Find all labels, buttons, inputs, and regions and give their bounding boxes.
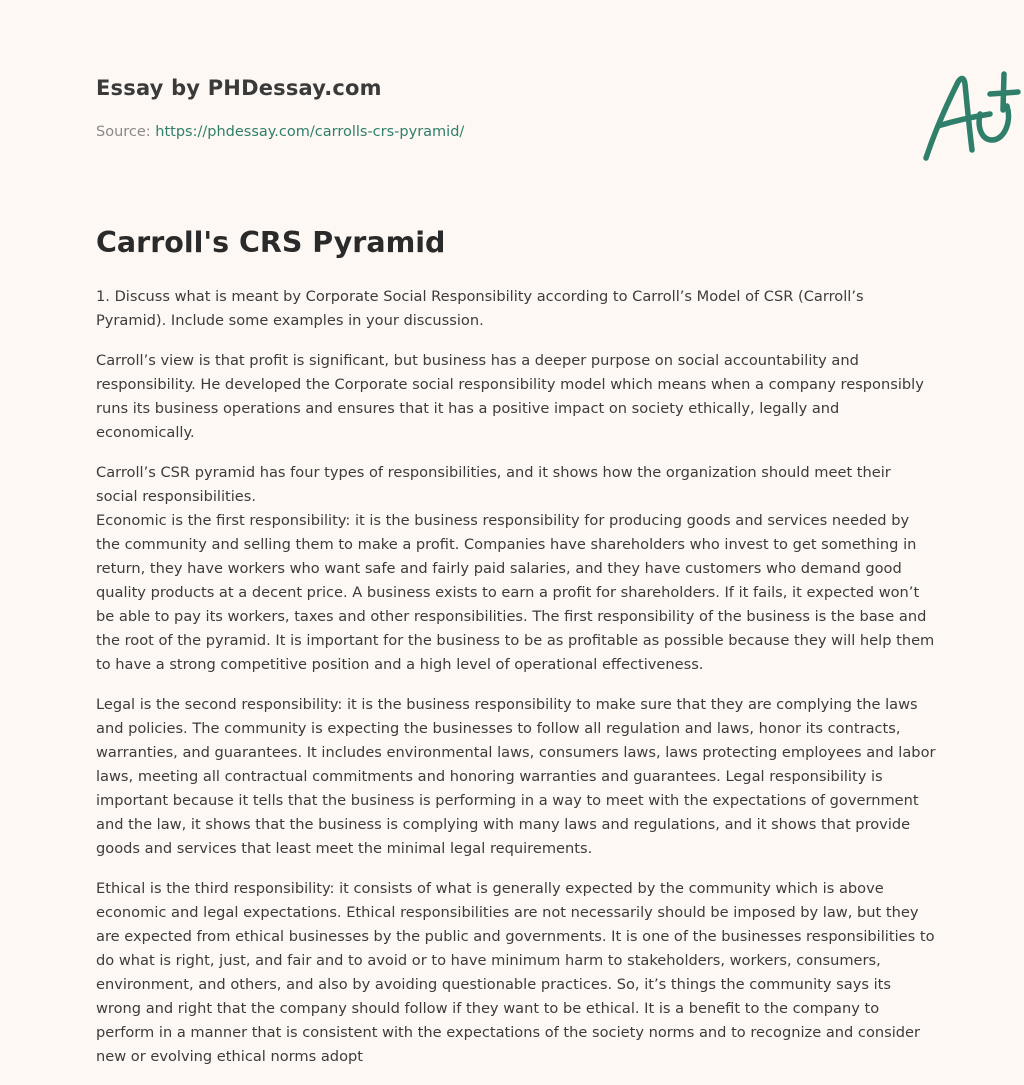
essay-paragraph: Legal is the second responsibility: it is the business responsibility to make sure that they are complying the laws and policies. The community is expecting the businesses to follow all regulation and laws, honor its contracts, warranties, and guarantees. It includes environmental laws, consumers laws, laws protecting employees and labor laws, meeting all contractual commitments and honoring warranties and guarantees. Legal responsibility is important because it tells that the business is performing in a way to meet with the expectations of government and the law, it shows that the business is complying with many laws and regulations, and it shows that provide goods and services that least meet the minimal legal requirements. — [96, 696, 936, 857]
a-plus-grade-icon — [920, 68, 1024, 164]
source-link[interactable]: https://phdessay.com/carrolls-crs-pyramid/ — [155, 124, 465, 140]
essay-paragraph-line: Economic is the first responsibility: it is the business responsibility for producing goods and services needed by the community and selling them to make a profit. Companies have shareholders who invest to get something in return, they have workers who want safe and fairly paid salaries, and they have customers who demand good quality products at a decent price. A business exists to earn a profit for shareholders. If it fails, it expected won’t be able to pay its workers, taxes and other responsibilities. The first responsibility of the business is the base and the root of the pyramid. It is important for the business to be as profitable as possible because they will help them to have a strong competitive position and a high level of operational effectiveness. — [96, 512, 935, 673]
essay-paragraph: Ethical is the third responsibility: it consists of what is generally expected by the community which is above economic and legal expectations. Ethical responsibilities are not necessarily should be imposed by law, but they are expected from ethical businesses by the public and governments. It is one of the businesses responsibilities to do what is right, just, and fair and to avoid or to have minimum harm to stakeholders, workers, consumers, environment, and others, and also by avoiding questionable practices. So, it’s things the community says its wrong and right that the company should follow if they want to be ethical. It is a benefit to the company to perform in a manner that is consistent with the expectations of the society norms and to recognize and consider new or evolving ethical norms adopt — [96, 880, 935, 1065]
essay-paragraph: 1. Discuss what is meant by Corporate Social Responsibility according to Carroll’s Model of CSR (Carroll’s Pyramid). Include some examples in your discussion. — [96, 288, 864, 329]
essay-paragraph-line: Carroll’s CSR pyramid has four types of responsibilities, and it shows how the organization should meet their social responsibilities. — [96, 464, 891, 505]
essay-title: Carroll's CRS Pyramid — [96, 226, 446, 259]
essay-paragraph: Carroll’s view is that profit is significant, but business has a deeper purpose on social accountability and responsibility. He developed the Corporate social responsibility model which means when a company responsibly runs its business operations and ensures that it has a positive impact on society ethically, legally and economically. — [96, 352, 924, 441]
source-line — [96, 124, 464, 140]
essay-body — [96, 285, 936, 1085]
essay-paragraph — [96, 461, 936, 677]
site-title: Essay by PHDessay.com — [96, 76, 382, 100]
source-label: Source: — [96, 124, 156, 140]
